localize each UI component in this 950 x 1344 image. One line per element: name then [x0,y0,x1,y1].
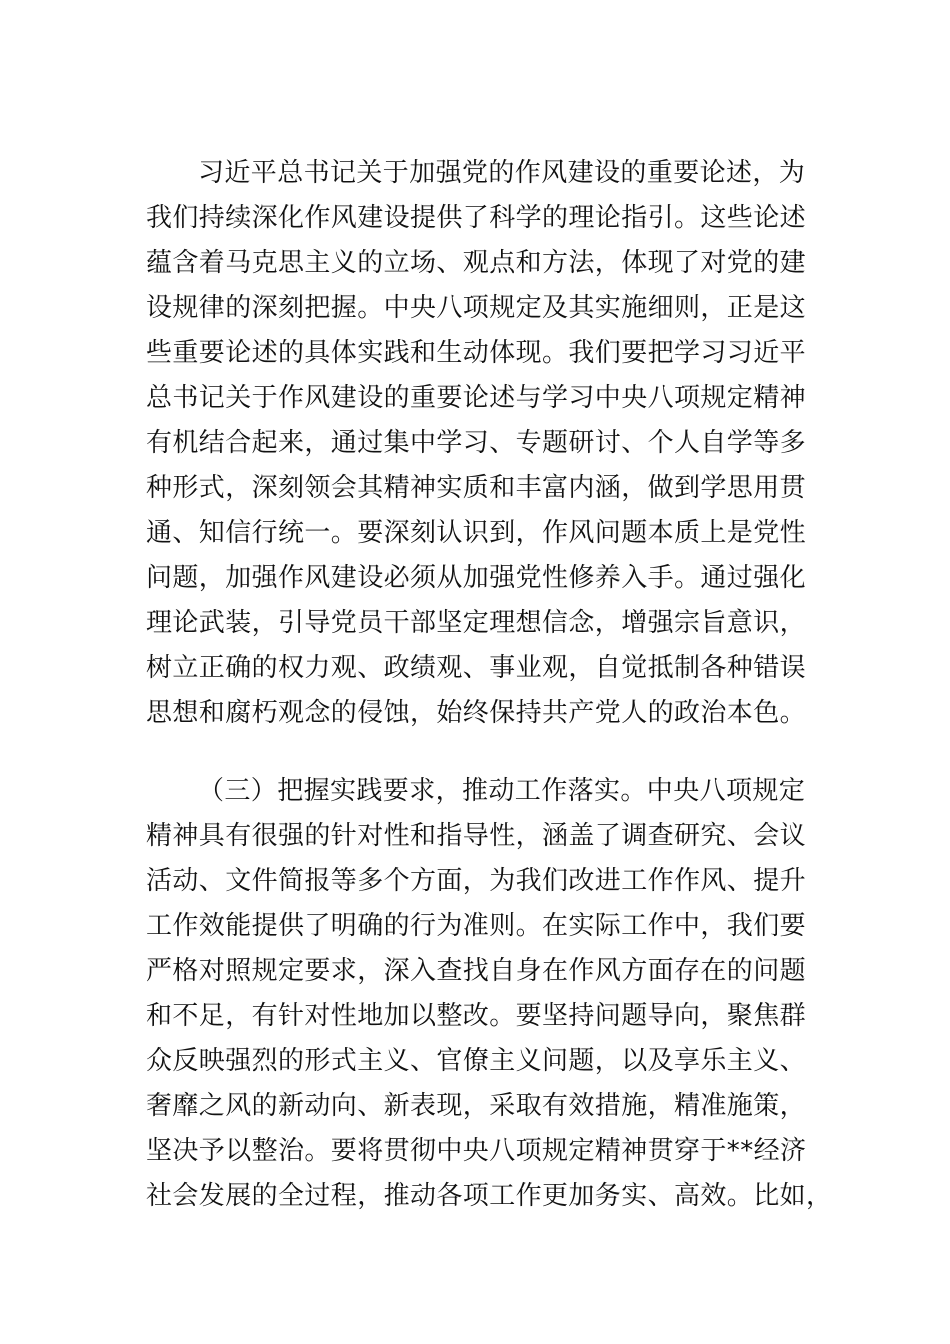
text-line: 工作效能提供了明确的行为准则。在实际工作中，我们要 [146,911,807,941]
text-line: 奢靡之风的新动向、新表现，采取有效措施，精准施策， [146,1091,807,1121]
text-line: 设规律的深刻把握。中央八项规定及其实施细则，正是这 [146,293,807,323]
text-line: 总书记关于作风建设的重要论述与学习中央八项规定精神 [146,383,807,413]
text-line: 众反映强烈的形式主义、官僚主义问题，以及享乐主义、 [146,1046,807,1076]
text-line: 通、知信行统一。要深刻认识到，作风问题本质上是党性 [146,518,807,548]
text-line: 我们持续深化作风建设提供了科学的理论指引。这些论述 [146,203,807,233]
text-line: 理论武装，引导党员干部坚定理想信念，增强宗旨意识， [146,608,807,638]
text-line: 和不足，有针对性地加以整改。要坚持问题导向，聚焦群 [146,1001,807,1031]
text-line: 习近平总书记关于加强党的作风建设的重要论述，为 [198,158,806,188]
text-line: 活动、文件简报等多个方面，为我们改进工作作风、提升 [146,866,807,896]
text-line: 蕴含着马克思主义的立场、观点和方法，体现了对党的建 [146,248,807,278]
text-line: 树立正确的权力观、政绩观、事业观，自觉抵制各种错误 [146,653,807,683]
text-line: 有机结合起来，通过集中学习、专题研讨、个人自学等多 [146,428,807,458]
text-line: 种形式，深刻领会其精神实质和丰富内涵，做到学思用贯 [146,473,807,503]
text-line: 些重要论述的具体实践和生动体现。我们要把学习习近平 [146,338,807,368]
section-heading-line: （三）把握实践要求，推动工作落实。中央八项规定 [198,776,806,806]
paragraph-2 [146,769,833,1219]
text-line: 精神具有很强的针对性和指导性，涵盖了调查研究、会议 [146,821,807,851]
paragraph-1 [146,151,807,736]
text-line: 社会发展的全过程，推动各项工作更加务实、高效。比如， [146,1181,833,1211]
text-line: 问题，加强作风建设必须从加强党性修养入手。通过强化 [146,563,807,593]
text-line: 坚决予以整治。要将贯彻中央八项规定精神贯穿于**经济 [146,1136,807,1166]
text-line: 思想和腐朽观念的侵蚀，始终保持共产党人的政治本色。 [146,698,807,728]
text-line: 严格对照规定要求，深入查找自身在作风方面存在的问题 [146,956,807,986]
